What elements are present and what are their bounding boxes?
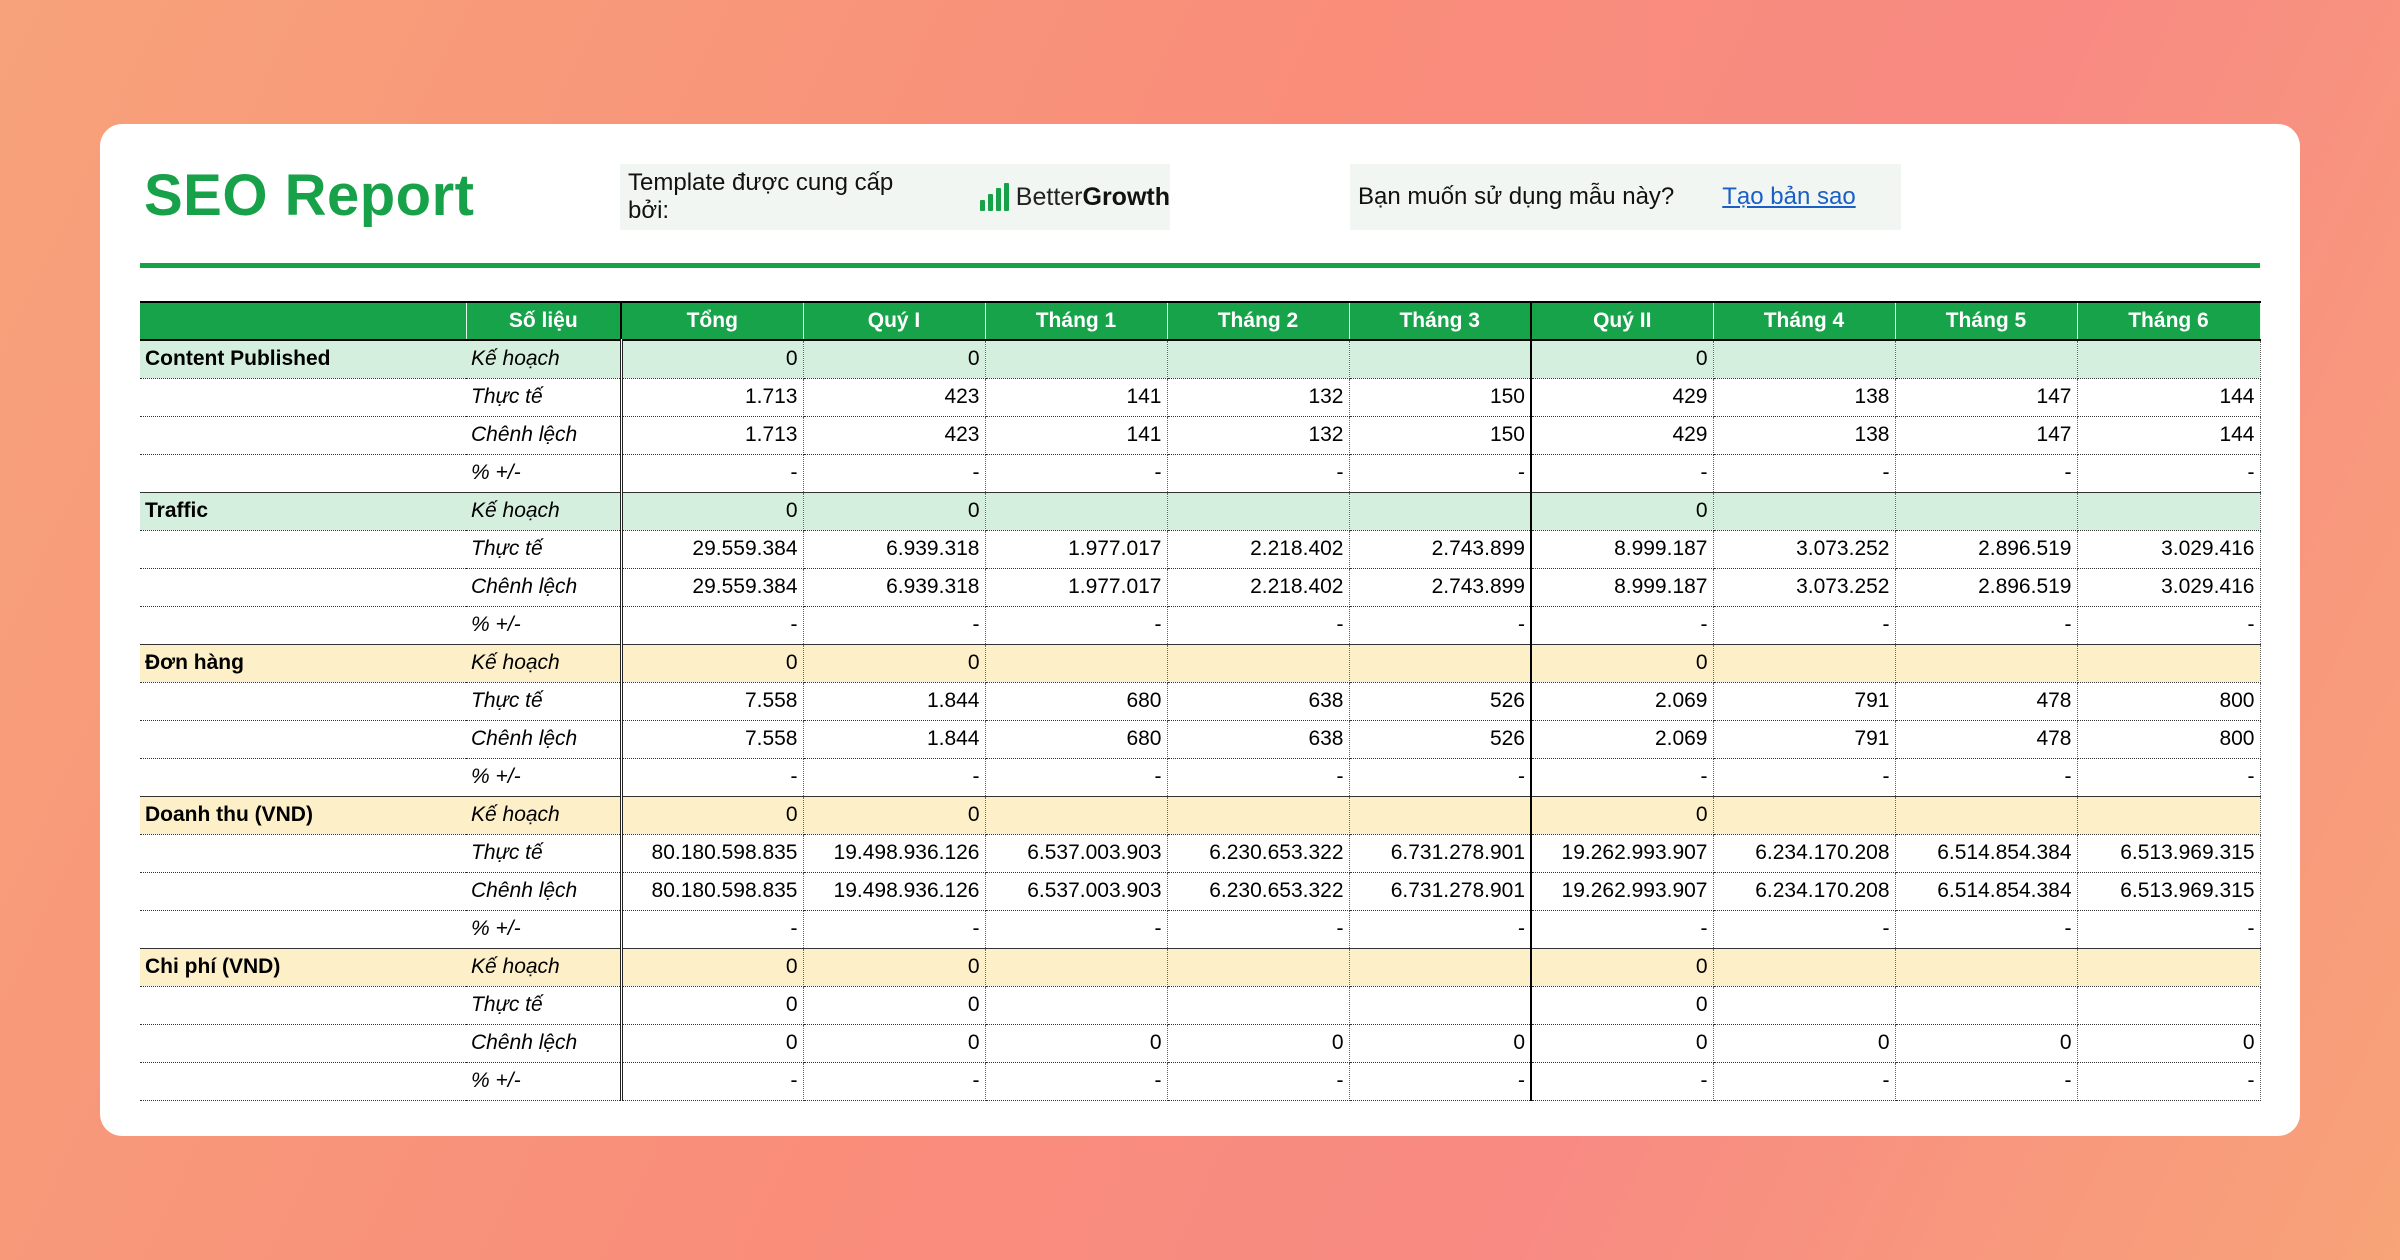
seo-report-table [140,301,2261,1101]
table-row [140,644,2260,682]
value-cell[interactable]: 6.939.318 [803,530,985,568]
value-cell[interactable]: 8.999.187 [1531,568,1713,606]
value-cell[interactable]: 1.977.017 [985,568,1167,606]
value-cell[interactable]: 80.180.598.835 [621,834,803,872]
value-cell[interactable]: 423 [803,416,985,454]
category-cell[interactable] [140,416,466,454]
metric-label[interactable]: Kế hoạch [466,340,621,378]
value-cell[interactable]: 6.234.170.208 [1713,872,1895,910]
value-cell[interactable]: 0 [1531,644,1713,682]
category-label[interactable]: Đơn hàng [140,644,466,682]
value-cell[interactable]: 0 [803,492,985,530]
value-cell[interactable]: 0 [803,1024,985,1062]
column-header[interactable]: Quý II [1531,302,1713,340]
table-row [140,606,2260,644]
metric-label[interactable]: Thực tế [466,530,621,568]
value-cell[interactable]: - [1713,910,1895,948]
value-cell[interactable]: 3.073.252 [1713,568,1895,606]
category-cell[interactable] [140,720,466,758]
metric-label[interactable]: % +/- [466,910,621,948]
value-cell[interactable]: 0 [1167,1024,1349,1062]
value-cell[interactable] [2077,644,2260,682]
table-row [140,530,2260,568]
value-cell[interactable]: 3.073.252 [1713,530,1895,568]
value-cell[interactable]: 3.029.416 [2077,568,2260,606]
column-header[interactable]: Tháng 6 [2077,302,2260,340]
value-cell[interactable] [1713,644,1895,682]
value-cell[interactable] [1895,492,2077,530]
value-cell[interactable]: 0 [621,1024,803,1062]
table-row [140,682,2260,720]
value-cell[interactable]: 6.514.854.384 [1895,834,2077,872]
value-cell[interactable]: - [1531,1062,1713,1100]
value-cell[interactable]: 19.498.936.126 [803,872,985,910]
category-cell[interactable] [140,1062,466,1100]
value-cell[interactable]: 0 [803,986,985,1024]
column-header[interactable]: Tháng 5 [1895,302,2077,340]
value-cell[interactable]: 3.029.416 [2077,530,2260,568]
copy-template-box [1350,164,1901,230]
table-row [140,758,2260,796]
category-label[interactable]: Content Published [140,340,466,378]
metric-label[interactable]: Chênh lệch [466,416,621,454]
value-cell[interactable]: 6.731.278.901 [1349,834,1531,872]
column-header[interactable]: Số liệu [466,302,621,340]
value-cell[interactable]: 0 [803,948,985,986]
make-copy-link[interactable]: Tạo bản sao [1722,183,1856,210]
value-cell[interactable]: 2.218.402 [1167,568,1349,606]
metric-label[interactable]: Kế hoạch [466,492,621,530]
value-cell[interactable] [985,644,1167,682]
value-cell[interactable]: - [1167,910,1349,948]
value-cell[interactable]: 478 [1895,720,2077,758]
value-cell[interactable] [2077,986,2260,1024]
table-row [140,1062,2260,1100]
category-cell[interactable] [140,568,466,606]
table-row [140,378,2260,416]
value-cell[interactable]: 19.498.936.126 [803,834,985,872]
value-cell[interactable]: 138 [1713,416,1895,454]
column-header[interactable]: Tháng 2 [1167,302,1349,340]
value-cell[interactable] [1895,340,2077,378]
value-cell[interactable]: - [1713,758,1895,796]
value-cell[interactable]: - [1531,454,1713,492]
table-row [140,948,2260,986]
value-cell[interactable] [985,948,1167,986]
value-cell[interactable]: 0 [2077,1024,2260,1062]
table-row [140,720,2260,758]
table-header-row [140,302,2260,340]
metric-label[interactable]: Kế hoạch [466,796,621,834]
table-row [140,986,2260,1024]
value-cell[interactable] [1167,948,1349,986]
value-cell[interactable]: - [1895,758,2077,796]
value-cell[interactable] [1713,948,1895,986]
value-cell[interactable]: - [803,454,985,492]
value-cell[interactable]: 150 [1349,378,1531,416]
table-row [140,454,2260,492]
value-cell[interactable]: 6.513.969.315 [2077,834,2260,872]
value-cell[interactable]: 791 [1713,682,1895,720]
value-cell[interactable]: 0 [1531,492,1713,530]
value-cell[interactable]: 0 [803,644,985,682]
value-cell[interactable]: 138 [1713,378,1895,416]
value-cell[interactable]: - [985,758,1167,796]
value-cell[interactable] [1349,644,1531,682]
value-cell[interactable]: 0 [1713,1024,1895,1062]
table-row [140,492,2260,530]
brand-name-first: Better [1015,182,1083,211]
value-cell[interactable] [985,796,1167,834]
value-cell[interactable]: - [1713,1062,1895,1100]
value-cell[interactable]: 1.713 [621,416,803,454]
value-cell[interactable]: 7.558 [621,682,803,720]
value-cell[interactable]: - [1349,758,1531,796]
value-cell[interactable] [1349,492,1531,530]
value-cell[interactable] [1895,986,2077,1024]
value-cell[interactable]: 0 [1531,1024,1713,1062]
template-credit-box [620,164,1170,230]
value-cell[interactable]: 2.069 [1531,682,1713,720]
value-cell[interactable]: - [985,910,1167,948]
value-cell[interactable]: - [1349,1062,1531,1100]
value-cell[interactable]: 147 [1895,416,2077,454]
value-cell[interactable]: 1.844 [803,682,985,720]
value-cell[interactable]: - [1167,606,1349,644]
value-cell[interactable]: 2.743.899 [1349,568,1531,606]
value-cell[interactable]: 680 [985,682,1167,720]
value-cell[interactable] [2077,492,2260,530]
value-cell[interactable]: - [1895,454,2077,492]
value-cell[interactable]: - [1531,758,1713,796]
header-category[interactable] [140,302,466,340]
value-cell[interactable]: - [1349,606,1531,644]
value-cell[interactable]: - [1167,758,1349,796]
value-cell[interactable]: - [985,1062,1167,1100]
value-cell[interactable]: 80.180.598.835 [621,872,803,910]
value-cell[interactable]: 0 [1895,1024,2077,1062]
value-cell[interactable] [2077,340,2260,378]
metric-label[interactable]: % +/- [466,606,621,644]
value-cell[interactable]: 0 [621,948,803,986]
value-cell[interactable]: - [1713,606,1895,644]
value-cell[interactable]: 29.559.384 [621,568,803,606]
value-cell[interactable]: 144 [2077,378,2260,416]
value-cell[interactable]: 19.262.993.907 [1531,872,1713,910]
value-cell[interactable] [985,340,1167,378]
value-cell[interactable]: - [621,1062,803,1100]
value-cell[interactable]: - [803,1062,985,1100]
value-cell[interactable] [1167,340,1349,378]
value-cell[interactable]: - [1895,606,2077,644]
value-cell[interactable]: - [2077,606,2260,644]
metric-label[interactable]: Chênh lệch [466,568,621,606]
value-cell[interactable]: - [1895,910,2077,948]
value-cell[interactable]: 0 [985,1024,1167,1062]
value-cell[interactable] [1349,340,1531,378]
page-title: SEO Report [144,163,475,228]
metric-label[interactable]: Chênh lệch [466,720,621,758]
column-header[interactable]: Quý I [803,302,985,340]
value-cell[interactable]: 141 [985,416,1167,454]
value-cell[interactable]: 0 [803,796,985,834]
value-cell[interactable]: 144 [2077,416,2260,454]
value-cell[interactable]: 800 [2077,682,2260,720]
category-cell[interactable] [140,378,466,416]
table-row [140,872,2260,910]
template-label: Template được cung cấp bởi: [628,169,894,224]
value-cell[interactable] [1349,948,1531,986]
value-cell[interactable]: 0 [621,644,803,682]
value-cell[interactable] [1349,796,1531,834]
metric-label[interactable]: Kế hoạch [466,644,621,682]
category-cell[interactable] [140,1024,466,1062]
brand-name-second: Growth [1082,182,1170,211]
value-cell[interactable]: 429 [1531,416,1713,454]
value-cell[interactable] [1895,644,2077,682]
category-cell[interactable] [140,872,466,910]
value-cell[interactable]: 1.713 [621,378,803,416]
value-cell[interactable]: 791 [1713,720,1895,758]
value-cell[interactable]: 526 [1349,720,1531,758]
brand-logo[interactable] [980,183,1170,212]
metric-label[interactable]: Thực tế [466,986,621,1024]
copy-prompt: Bạn muốn sử dụng mẫu này? [1358,183,1675,210]
value-cell[interactable]: - [1349,454,1531,492]
value-cell[interactable]: - [2077,454,2260,492]
value-cell[interactable]: - [2077,1062,2260,1100]
value-cell[interactable]: - [1349,910,1531,948]
value-cell[interactable]: 0 [1531,796,1713,834]
category-cell[interactable] [140,834,466,872]
value-cell[interactable]: 132 [1167,378,1349,416]
value-cell[interactable]: 800 [2077,720,2260,758]
value-cell[interactable]: 638 [1167,682,1349,720]
value-cell[interactable]: - [2077,910,2260,948]
value-cell[interactable]: - [2077,758,2260,796]
value-cell[interactable]: - [803,910,985,948]
bar-chart-icon [980,183,1009,211]
category-cell[interactable] [140,606,466,644]
value-cell[interactable]: 526 [1349,682,1531,720]
value-cell[interactable] [2077,948,2260,986]
value-cell[interactable]: 6.230.653.322 [1167,872,1349,910]
title-divider [140,263,2260,268]
value-cell[interactable] [1167,796,1349,834]
table-row [140,834,2260,872]
metric-label[interactable]: % +/- [466,454,621,492]
metric-label[interactable]: Thực tế [466,682,621,720]
category-cell[interactable] [140,986,466,1024]
value-cell[interactable]: 6.939.318 [803,568,985,606]
table-row [140,1024,2260,1062]
value-cell[interactable] [985,492,1167,530]
table-row [140,796,2260,834]
value-cell[interactable]: 6.234.170.208 [1713,834,1895,872]
value-cell[interactable]: 429 [1531,378,1713,416]
value-cell[interactable]: 0 [621,492,803,530]
value-cell[interactable] [1167,986,1349,1024]
value-cell[interactable]: 6.537.003.903 [985,872,1167,910]
category-cell[interactable] [140,530,466,568]
value-cell[interactable]: - [1167,1062,1349,1100]
value-cell[interactable]: - [621,758,803,796]
value-cell[interactable]: - [1713,454,1895,492]
category-cell[interactable] [140,758,466,796]
value-cell[interactable] [1167,644,1349,682]
value-cell[interactable] [985,986,1167,1024]
column-header[interactable]: Tháng 3 [1349,302,1531,340]
metric-label[interactable]: Thực tế [466,378,621,416]
value-cell[interactable]: 1.844 [803,720,985,758]
value-cell[interactable]: 0 [803,340,985,378]
value-cell[interactable]: 2.069 [1531,720,1713,758]
value-cell[interactable]: 147 [1895,378,2077,416]
value-cell[interactable]: - [803,606,985,644]
value-cell[interactable]: 6.230.653.322 [1167,834,1349,872]
value-cell[interactable]: 2.896.519 [1895,530,2077,568]
category-cell[interactable] [140,910,466,948]
value-cell[interactable] [1895,948,2077,986]
value-cell[interactable]: 1.977.017 [985,530,1167,568]
value-cell[interactable]: 0 [1531,948,1713,986]
table-row [140,416,2260,454]
metric-label[interactable]: Chênh lệch [466,1024,621,1062]
value-cell[interactable] [1713,340,1895,378]
value-cell[interactable]: 638 [1167,720,1349,758]
value-cell[interactable]: 0 [1531,986,1713,1024]
metric-label[interactable]: % +/- [466,758,621,796]
value-cell[interactable]: 29.559.384 [621,530,803,568]
value-cell[interactable] [1167,492,1349,530]
value-cell[interactable]: 141 [985,378,1167,416]
value-cell[interactable]: 2.218.402 [1167,530,1349,568]
column-header[interactable]: Tháng 4 [1713,302,1895,340]
value-cell[interactable]: 6.731.278.901 [1349,872,1531,910]
value-cell[interactable] [2077,796,2260,834]
value-cell[interactable] [1349,986,1531,1024]
value-cell[interactable]: 8.999.187 [1531,530,1713,568]
table-row [140,340,2260,378]
metric-label[interactable]: % +/- [466,1062,621,1100]
report-card [100,124,2300,1136]
value-cell[interactable]: - [1531,606,1713,644]
table-row [140,910,2260,948]
value-cell[interactable]: 0 [1531,340,1713,378]
value-cell[interactable]: 680 [985,720,1167,758]
value-cell[interactable]: 2.743.899 [1349,530,1531,568]
value-cell[interactable]: 0 [621,340,803,378]
metric-label[interactable]: Thực tế [466,834,621,872]
value-cell[interactable]: - [621,910,803,948]
value-cell[interactable]: - [803,758,985,796]
value-cell[interactable]: - [1531,910,1713,948]
value-cell[interactable]: - [1167,454,1349,492]
value-cell[interactable]: 0 [1349,1024,1531,1062]
value-cell[interactable]: - [621,454,803,492]
value-cell[interactable]: 0 [621,796,803,834]
value-cell[interactable] [1713,492,1895,530]
value-cell[interactable]: 423 [803,378,985,416]
category-cell[interactable] [140,682,466,720]
value-cell[interactable]: - [621,606,803,644]
value-cell[interactable]: 478 [1895,682,2077,720]
category-cell[interactable] [140,454,466,492]
value-cell[interactable]: - [1895,1062,2077,1100]
value-cell[interactable]: 19.262.993.907 [1531,834,1713,872]
value-cell[interactable] [1713,986,1895,1024]
value-cell[interactable]: 2.896.519 [1895,568,2077,606]
value-cell[interactable] [1713,796,1895,834]
value-cell[interactable]: 150 [1349,416,1531,454]
column-header[interactable]: Tháng 1 [985,302,1167,340]
value-cell[interactable]: 7.558 [621,720,803,758]
table-row [140,568,2260,606]
value-cell[interactable]: - [985,454,1167,492]
value-cell[interactable]: 6.537.003.903 [985,834,1167,872]
value-cell[interactable] [1895,796,2077,834]
metric-label[interactable]: Kế hoạch [466,948,621,986]
value-cell[interactable]: 132 [1167,416,1349,454]
value-cell[interactable]: 0 [621,986,803,1024]
value-cell[interactable]: 6.513.969.315 [2077,872,2260,910]
value-cell[interactable]: - [985,606,1167,644]
category-label[interactable]: Traffic [140,492,466,530]
value-cell[interactable]: 6.514.854.384 [1895,872,2077,910]
category-label[interactable]: Chi phí (VND) [140,948,466,986]
metric-label[interactable]: Chênh lệch [466,872,621,910]
category-label[interactable]: Doanh thu (VND) [140,796,466,834]
column-header[interactable]: Tổng [621,302,803,340]
